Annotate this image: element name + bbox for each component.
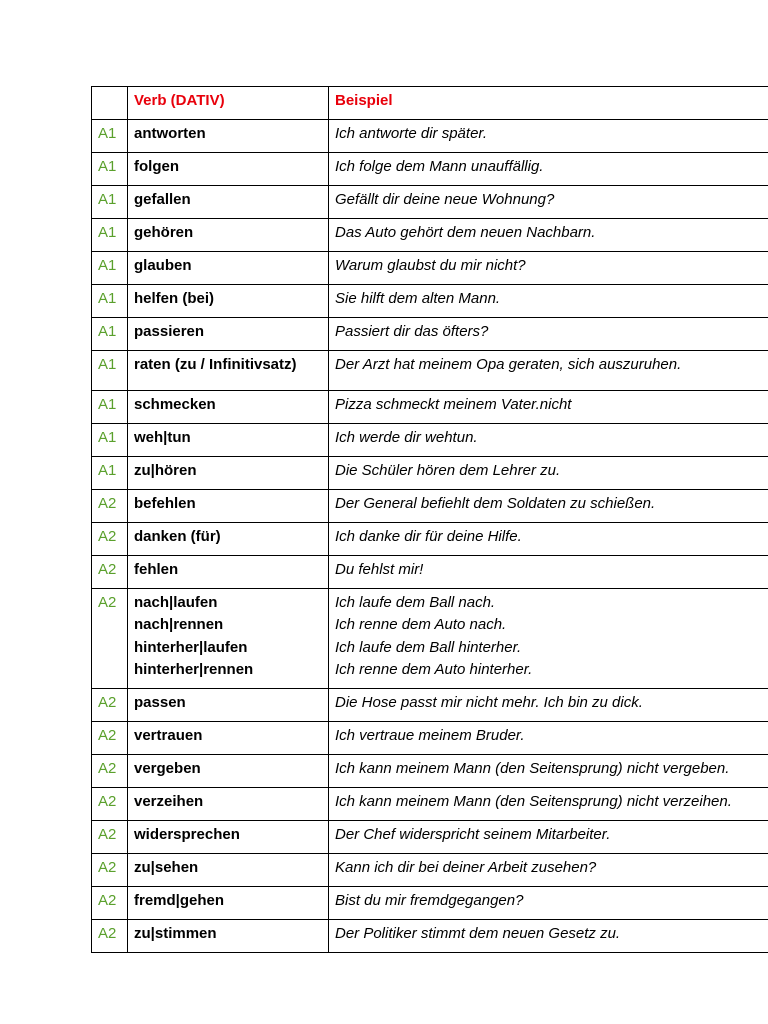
example-text: Ich renne dem Auto hinterher.	[335, 660, 533, 678]
example-text: Der Politiker stimmt dem neuen Gesetz zu.	[335, 925, 621, 942]
verb-text: verzeihen	[134, 793, 204, 810]
verb-cell	[128, 887, 329, 920]
example-cell	[329, 556, 768, 589]
example-cell	[329, 821, 768, 854]
table-row	[92, 351, 768, 391]
verb-text: nach|rennen	[134, 616, 224, 634]
example-cell	[329, 788, 768, 821]
example-text: Warum glaubst du mir nicht?	[335, 257, 526, 274]
table-row	[92, 186, 768, 219]
verb-text: fremd|gehen	[134, 892, 225, 909]
table-row	[92, 755, 768, 788]
example-cell	[329, 523, 768, 556]
example-text: Ich vertraue meinem Bruder.	[335, 727, 525, 744]
level-cell: A2	[92, 689, 128, 722]
table-row	[92, 153, 768, 186]
verb-text: gefallen	[134, 191, 191, 208]
verb-cell	[128, 755, 329, 788]
level-cell: A2	[92, 755, 128, 788]
verb-text: befehlen	[134, 495, 196, 512]
level-cell: A2	[92, 722, 128, 755]
example-text: Pizza schmeckt meinem Vater.nicht	[335, 396, 572, 413]
verb-text: hinterher|laufen	[134, 638, 248, 656]
verb-cell	[128, 186, 329, 219]
header-level-cell	[92, 87, 128, 120]
example-cell	[329, 318, 768, 351]
table-row	[92, 788, 768, 821]
example-text: Sie hilft dem alten Mann.	[335, 290, 501, 307]
level-cell: A2	[92, 821, 128, 854]
level-cell: A2	[92, 589, 128, 689]
verb-cell	[128, 318, 329, 351]
example-cell	[329, 689, 768, 722]
verb-text: gehören	[134, 224, 194, 241]
level-cell: A1	[92, 457, 128, 490]
level-cell: A2	[92, 887, 128, 920]
example-text: Die Schüler hören dem Lehrer zu.	[335, 462, 561, 479]
example-text: Ich kann meinem Mann (den Seitensprung) nicht verzeihen.	[335, 793, 732, 810]
verb-text: vertrauen	[134, 727, 203, 744]
verb-cell	[128, 523, 329, 556]
verb-cell	[128, 351, 329, 391]
example-cell	[329, 589, 768, 689]
level-cell: A1	[92, 391, 128, 424]
table-row	[92, 285, 768, 318]
verb-text: fehlen	[134, 561, 179, 578]
table-row	[92, 556, 768, 589]
example-cell	[329, 424, 768, 457]
level-cell: A2	[92, 490, 128, 523]
verb-cell	[128, 490, 329, 523]
level-cell: A1	[92, 318, 128, 351]
level-cell: A2	[92, 556, 128, 589]
verb-text: helfen (bei)	[134, 290, 215, 307]
verb-text: raten (zu / Infinitivsatz)	[134, 356, 297, 373]
level-cell: A2	[92, 788, 128, 821]
verb-cell	[128, 120, 329, 153]
example-cell	[329, 854, 768, 887]
example-cell	[329, 153, 768, 186]
verb-cell	[128, 821, 329, 854]
example-text: Ich laufe dem Ball nach.	[335, 594, 496, 611]
table-header-row	[92, 87, 768, 120]
example-text: Das Auto gehört dem neuen Nachbarn.	[335, 224, 596, 241]
example-cell	[329, 219, 768, 252]
level-cell: A1	[92, 285, 128, 318]
example-text: Bist du mir fremdgegangen?	[335, 892, 524, 909]
table-row	[92, 457, 768, 490]
example-cell	[329, 722, 768, 755]
example-cell	[329, 120, 768, 153]
header-example-cell: Beispiel	[329, 87, 768, 120]
example-text: Ich danke dir für deine Hilfe.	[335, 528, 522, 545]
header-verb-cell: Verb (DATIV)	[128, 87, 329, 120]
table-body	[92, 120, 768, 953]
example-cell	[329, 391, 768, 424]
verb-cell	[128, 219, 329, 252]
verb-cell	[128, 424, 329, 457]
table-row	[92, 722, 768, 755]
verb-text: folgen	[134, 158, 179, 175]
verb-text: vergeben	[134, 760, 201, 777]
verb-text: schmecken	[134, 396, 216, 413]
example-text: Ich renne dem Auto nach.	[335, 616, 507, 634]
verb-text: zu|stimmen	[134, 925, 217, 942]
verb-cell	[128, 285, 329, 318]
example-text: Der Chef widerspricht seinem Mitarbeiter.	[335, 826, 611, 843]
verb-cell	[128, 689, 329, 722]
level-cell: A1	[92, 120, 128, 153]
example-cell	[329, 755, 768, 788]
level-cell: A1	[92, 186, 128, 219]
table-row	[92, 523, 768, 556]
example-text: Ich antworte dir später.	[335, 125, 488, 142]
table-row	[92, 689, 768, 722]
level-cell: A1	[92, 252, 128, 285]
verb-text: glauben	[134, 257, 192, 274]
level-cell: A2	[92, 854, 128, 887]
example-text: Der General befiehlt dem Soldaten zu schießen.	[335, 495, 656, 512]
level-cell: A2	[92, 920, 128, 953]
example-text: Der Arzt hat meinem Opa geraten, sich auszuruhen.	[335, 356, 682, 373]
level-cell: A2	[92, 523, 128, 556]
verb-cell	[128, 920, 329, 953]
table-row	[92, 252, 768, 285]
example-text: Passiert dir das öfters?	[335, 323, 489, 340]
example-cell	[329, 490, 768, 523]
verb-cell	[128, 153, 329, 186]
table-row	[92, 219, 768, 252]
example-cell	[329, 920, 768, 953]
table-row	[92, 424, 768, 457]
table-row	[92, 854, 768, 887]
example-text: Ich laufe dem Ball hinterher.	[335, 638, 522, 656]
verb-text: passieren	[134, 323, 205, 340]
verb-text: zu|hören	[134, 462, 197, 479]
example-text: Kann ich dir bei deiner Arbeit zusehen?	[335, 859, 597, 876]
table-row	[92, 821, 768, 854]
example-cell	[329, 285, 768, 318]
table-row	[92, 920, 768, 953]
level-cell: A1	[92, 424, 128, 457]
verb-cell	[128, 854, 329, 887]
verb-cell	[128, 457, 329, 490]
example-text: Gefällt dir deine neue Wohnung?	[335, 191, 555, 208]
table-row	[92, 318, 768, 351]
verb-text: passen	[134, 694, 186, 711]
verb-cell	[128, 252, 329, 285]
example-text: Du fehlst mir!	[335, 561, 424, 578]
verb-text: nach|laufen	[134, 594, 218, 611]
verb-text: danken (für)	[134, 528, 221, 545]
verb-cell	[128, 556, 329, 589]
example-cell	[329, 252, 768, 285]
example-text: Die Hose passt mir nicht mehr. Ich bin zu dick.	[335, 694, 643, 711]
verb-cell	[128, 788, 329, 821]
example-cell	[329, 457, 768, 490]
verb-text: widersprechen	[134, 826, 240, 843]
table-row	[92, 887, 768, 920]
level-cell: A1	[92, 153, 128, 186]
example-text: Ich kann meinem Mann (den Seitensprung) nicht vergeben.	[335, 760, 730, 777]
example-text: Ich werde dir wehtun.	[335, 429, 478, 446]
verb-text: weh|tun	[134, 429, 191, 446]
level-cell: A1	[92, 219, 128, 252]
verb-text: antworten	[134, 125, 206, 142]
verb-cell	[128, 722, 329, 755]
table-row	[92, 391, 768, 424]
example-cell	[329, 186, 768, 219]
verb-text: hinterher|rennen	[134, 660, 254, 678]
example-cell	[329, 887, 768, 920]
dative-verbs-table	[91, 86, 768, 953]
example-cell	[329, 351, 768, 391]
verb-text: zu|sehen	[134, 859, 199, 876]
example-text: Ich folge dem Mann unauffällig.	[335, 158, 544, 175]
verb-cell	[128, 589, 329, 689]
table-row	[92, 120, 768, 153]
level-cell: A1	[92, 351, 128, 391]
verb-cell	[128, 391, 329, 424]
table-row	[92, 589, 768, 689]
table-row	[92, 490, 768, 523]
